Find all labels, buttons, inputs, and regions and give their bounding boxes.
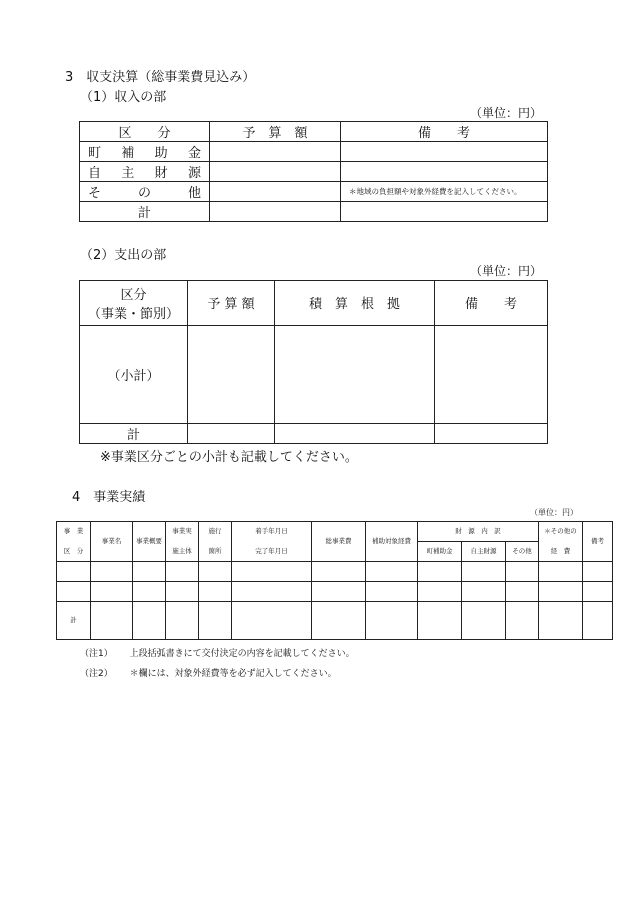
expense-total-label: 計 bbox=[80, 424, 188, 444]
results-header-total: 総事業費 bbox=[312, 522, 366, 562]
expense-heading: （2）支出の部 bbox=[80, 248, 167, 263]
results-cell[interactable] bbox=[91, 582, 133, 602]
table-row bbox=[57, 562, 613, 582]
income-row-note[interactable]: ＊地域の負担額や対象外経費を記入してください。 bbox=[341, 182, 548, 202]
results-total-label: 計 bbox=[57, 602, 91, 640]
results-cell[interactable] bbox=[418, 602, 462, 640]
results-cell[interactable] bbox=[57, 562, 91, 582]
results-header-executor bbox=[166, 522, 199, 562]
results-cell[interactable] bbox=[232, 602, 312, 640]
results-header-place bbox=[199, 522, 232, 562]
results-cell[interactable] bbox=[539, 602, 583, 640]
expense-total-basis[interactable] bbox=[275, 424, 435, 444]
results-cell[interactable] bbox=[199, 562, 232, 582]
income-row bbox=[80, 142, 548, 162]
income-table bbox=[79, 121, 548, 222]
note-2 bbox=[80, 666, 337, 679]
results-cell[interactable] bbox=[91, 602, 133, 640]
results-cell[interactable] bbox=[539, 562, 583, 582]
results-cell[interactable] bbox=[418, 562, 462, 582]
income-row-amount[interactable] bbox=[210, 182, 341, 202]
results-header-other-line1: ＊その他の bbox=[544, 526, 577, 535]
results-cell[interactable] bbox=[583, 582, 613, 602]
results-header-subsidy-target: 補助対象経費 bbox=[366, 522, 418, 562]
results-cell[interactable] bbox=[366, 582, 418, 602]
label-char: そ bbox=[88, 186, 102, 201]
expense-total-amount[interactable] bbox=[188, 424, 275, 444]
income-row-note[interactable] bbox=[341, 162, 548, 182]
results-cell[interactable] bbox=[312, 602, 366, 640]
results-header-executor-line1: 事業実 bbox=[172, 526, 192, 535]
income-total-note[interactable] bbox=[341, 202, 548, 222]
results-header-executor-line2: 施主体 bbox=[172, 546, 192, 555]
expense-header-budget: 予 算 額 bbox=[188, 281, 275, 326]
expense-total-remarks[interactable] bbox=[435, 424, 548, 444]
results-cell[interactable] bbox=[583, 562, 613, 582]
results-cell[interactable] bbox=[539, 582, 583, 602]
expense-basis-cell[interactable] bbox=[275, 326, 435, 424]
results-table bbox=[56, 521, 613, 640]
note-2-mark: （注2） bbox=[80, 669, 113, 679]
note-2-text: ＊欄には、対象外経費等を必ず記入してください。 bbox=[129, 669, 337, 679]
note-1-mark: （注1） bbox=[80, 649, 113, 659]
results-cell[interactable] bbox=[57, 582, 91, 602]
expense-header-row bbox=[80, 281, 548, 326]
results-cell[interactable] bbox=[506, 582, 539, 602]
results-cell[interactable] bbox=[232, 562, 312, 582]
income-row-label bbox=[80, 182, 210, 202]
results-header-dates bbox=[232, 522, 312, 562]
income-header-remarks: 備 考 bbox=[341, 122, 548, 142]
expense-table bbox=[79, 280, 548, 444]
label-char: 町 bbox=[88, 146, 102, 161]
results-cell[interactable] bbox=[506, 602, 539, 640]
income-heading: （1）収入の部 bbox=[80, 90, 167, 105]
expense-header-basis: 積 算 根 拠 bbox=[275, 281, 435, 326]
results-header-remarks: 備考 bbox=[583, 522, 613, 562]
results-cell[interactable] bbox=[166, 562, 199, 582]
results-cell[interactable] bbox=[366, 602, 418, 640]
results-header-category-line1: 事 業 bbox=[63, 526, 84, 535]
results-cell[interactable] bbox=[312, 582, 366, 602]
section4-unit: （単位：円） bbox=[530, 508, 578, 517]
results-total-row bbox=[57, 602, 613, 640]
label-char: 主 bbox=[121, 166, 135, 181]
results-header-end-date: 完了年月日 bbox=[255, 546, 288, 555]
label-char: 金 bbox=[187, 146, 201, 161]
income-row-amount[interactable] bbox=[210, 142, 341, 162]
results-header-other-line2: 経 費 bbox=[550, 546, 571, 555]
expense-footnote: ※事業区分ごとの小計も記載してください。 bbox=[100, 450, 358, 465]
results-cell[interactable] bbox=[232, 582, 312, 602]
label-char: 財 bbox=[154, 166, 168, 181]
results-cell[interactable] bbox=[462, 562, 506, 582]
results-cell[interactable] bbox=[133, 602, 166, 640]
results-cell[interactable] bbox=[166, 602, 199, 640]
results-header-other-expense bbox=[539, 522, 583, 562]
results-header-start-date: 着手年月日 bbox=[255, 526, 288, 535]
income-row-label bbox=[80, 162, 210, 182]
income-row-note[interactable] bbox=[341, 142, 548, 162]
results-cell[interactable] bbox=[199, 602, 232, 640]
results-header-funds: 財 源 内 訳 bbox=[418, 522, 539, 542]
results-cell[interactable] bbox=[462, 582, 506, 602]
income-total-row bbox=[80, 202, 548, 222]
expense-header-category bbox=[80, 281, 188, 326]
results-cell[interactable] bbox=[166, 582, 199, 602]
income-header-category: 区 分 bbox=[80, 122, 210, 142]
results-header-name: 事業名 bbox=[91, 522, 133, 562]
results-cell[interactable] bbox=[312, 562, 366, 582]
income-header-budget: 予 算 額 bbox=[210, 122, 341, 142]
section3-title: 3 収支決算（総事業費見込み） bbox=[65, 70, 256, 85]
income-row-label-text bbox=[80, 182, 209, 201]
note-1 bbox=[80, 646, 355, 659]
income-header-row bbox=[80, 122, 548, 142]
results-header-fund-town: 町補助金 bbox=[418, 542, 462, 562]
results-cell[interactable] bbox=[199, 582, 232, 602]
expense-remarks-cell[interactable] bbox=[435, 326, 548, 424]
note-1-text: 上段括弧書きにて交付決定の内容を記載してください。 bbox=[129, 649, 355, 659]
results-cell[interactable] bbox=[462, 602, 506, 640]
results-header-fund-self: 自主財源 bbox=[462, 542, 506, 562]
income-row-label-text bbox=[80, 162, 209, 181]
results-header-overview: 事業概要 bbox=[133, 522, 166, 562]
results-cell[interactable] bbox=[583, 602, 613, 640]
label-char: 他 bbox=[187, 186, 201, 201]
expense-budget-cell[interactable] bbox=[188, 326, 275, 424]
results-cell[interactable] bbox=[133, 562, 166, 582]
label-char: 助 bbox=[154, 146, 168, 161]
results-header-place-line2: 箇所 bbox=[208, 546, 222, 555]
income-row-label-text bbox=[80, 142, 209, 161]
results-header-row-1 bbox=[57, 522, 613, 542]
income-total-label: 計 bbox=[80, 202, 210, 222]
income-row bbox=[80, 162, 548, 182]
results-cell[interactable] bbox=[91, 562, 133, 582]
expense-subtotal-label[interactable]: （小計） bbox=[80, 326, 188, 424]
income-total-amount[interactable] bbox=[210, 202, 341, 222]
income-row-label bbox=[80, 142, 210, 162]
expense-unit: （単位：円） bbox=[470, 264, 543, 278]
section4-title: 4 事業実績 bbox=[72, 490, 146, 505]
expense-body-row bbox=[80, 326, 548, 424]
results-header-place-line1: 施行 bbox=[208, 526, 222, 535]
label-char: 自 bbox=[88, 166, 102, 181]
results-cell[interactable] bbox=[506, 562, 539, 582]
expense-header-category-line1: 区分 bbox=[120, 288, 147, 303]
results-header-fund-other: その他 bbox=[506, 542, 539, 562]
label-char: 補 bbox=[121, 146, 135, 161]
expense-header-remarks: 備 考 bbox=[435, 281, 548, 326]
results-header-category bbox=[57, 522, 91, 562]
expense-total-row bbox=[80, 424, 548, 444]
results-cell[interactable] bbox=[133, 582, 166, 602]
table-row bbox=[57, 582, 613, 602]
label-char: 源 bbox=[187, 166, 201, 181]
results-cell[interactable] bbox=[366, 562, 418, 582]
income-unit: （単位：円） bbox=[470, 106, 543, 120]
results-header-category-line2: 区 分 bbox=[63, 546, 84, 555]
income-row-amount[interactable] bbox=[210, 162, 341, 182]
expense-header-category-line2: （事業・節別） bbox=[87, 307, 179, 322]
results-cell[interactable] bbox=[418, 582, 462, 602]
label-char: の bbox=[137, 186, 151, 201]
income-row bbox=[80, 182, 548, 202]
